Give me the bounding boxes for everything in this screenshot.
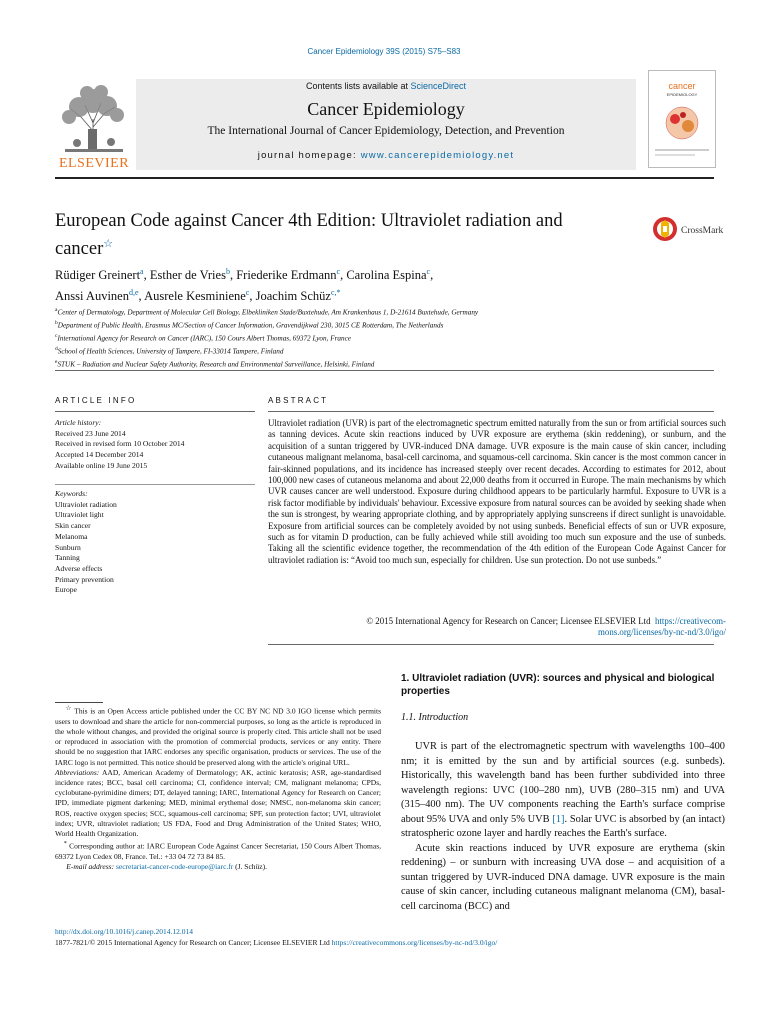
author-separator: , <box>229 268 237 283</box>
keyword-item: Melanoma <box>55 531 88 541</box>
email-label: E-mail address: <box>66 862 115 872</box>
affiliation-item <box>55 305 715 318</box>
history-revised: Received in revised form 10 October 2014 <box>55 439 185 449</box>
author-name[interactable]: Friederike Erdmann <box>236 268 337 283</box>
keyword-list <box>55 489 255 596</box>
subsection-heading: 1.1. Introduction <box>401 712 469 723</box>
keyword-item: Europe <box>55 585 77 595</box>
author-affiliation-mark[interactable]: d,e <box>128 288 139 298</box>
abstract-rule <box>268 411 714 412</box>
corresponding-text: Corresponding author at: IARC European Code Against Cancer Secretariat, 150 Cours Albert Thomas, 69372 Lyon Cedex 08, France. Tel.: +33 04 72 73 84 85. <box>55 841 382 861</box>
crossmark-icon <box>652 215 732 243</box>
keywords-label: Keywords: <box>55 489 88 498</box>
section-heading: 1. Ultraviolet radiation (UVR): sources and physical and biological properties <box>401 673 715 697</box>
author-name[interactable]: Carolina Espina <box>346 268 427 283</box>
affiliation-text: International Agency for Research on Cancer (IARC), 150 Cours Albert Thomas, 69372 Lyon, France <box>57 334 351 343</box>
footnote-star-mark: ☆ <box>65 705 72 712</box>
history-online: Available online 19 June 2015 <box>55 460 148 470</box>
journal-name: Cancer Epidemiology <box>307 99 465 119</box>
author-list <box>55 263 655 305</box>
affiliation-mark: e <box>55 358 58 365</box>
para1-text-a: UVR is part of the electromagnetic spectrum with wavelengths 100–400 nm; it is emitted by the sun and by artificial sources (e.g. sunbeds). Historically, this wavelength band has been further subdivided into three wavelength regions: UVC (100–280 nm), UVB (280–315 nm) and UVA (315–400 nm). The UV components reaching the Earth's surface comprise about 95% UVA and only 5% UVB <box>401 741 725 825</box>
abbreviations-footnote <box>55 768 381 839</box>
homepage-link[interactable]: www.cancerepidemiology.net <box>360 150 515 161</box>
abstract-bottom-rule <box>268 644 714 645</box>
affiliation-text: STUK – Radiation and Nuclear Safety Authority, Research and Environmental Surveillance, Helsinki, Finland <box>57 360 375 369</box>
corresponding-footnote <box>55 839 381 862</box>
email-link[interactable]: secretariat-cancer-code-europe@iarc.fr <box>115 862 234 872</box>
copyright-text: © 2015 International Agency for Research on Cancer; Licensee ELSEVIER Ltd <box>366 616 651 626</box>
cover-subtitle: EPIDEMIOLOGY <box>666 92 698 97</box>
affiliation-text: School of Health Sciences, University of Tampere, FI-33014 Tampere, Finland <box>57 347 284 356</box>
affiliation-item <box>55 357 715 370</box>
masthead <box>55 79 635 170</box>
body-text <box>401 740 725 914</box>
sciencedirect-link[interactable]: ScienceDirect <box>410 81 467 91</box>
author-affiliation-mark[interactable]: a <box>140 267 144 276</box>
license-link-part2[interactable]: mons.org/licenses/by-nc-nd/3.0/igo/ <box>597 627 726 638</box>
author-name[interactable]: Esther de Vries <box>149 268 226 283</box>
history-received: Received 23 June 2014 <box>55 428 126 438</box>
contents-line <box>136 81 636 91</box>
author-separator: , <box>430 268 434 283</box>
journal-band <box>136 79 636 170</box>
reference-link[interactable]: [1] <box>552 813 565 825</box>
journal-subtitle: The International Journal of Cancer Epidemiology, Detection, and Prevention <box>207 125 565 137</box>
affiliation-item <box>55 344 715 357</box>
affiliation-text: Department of Public Health, Erasmus MC/Section of Cancer Information, Gravendijkwal 230, 3015 CE Rotterdam, The Netherlands <box>57 321 444 330</box>
affiliation-mark: a <box>55 307 58 313</box>
author-separator: , <box>340 268 347 283</box>
page-footer <box>55 927 735 948</box>
email-suffix: (J. Schüz). <box>235 862 268 872</box>
keyword-item: Sunburn <box>55 542 81 552</box>
para1-text-b: . Solar UVC is absorbed by (an intact) stratospheric ozone layer and hardly reaches the Earth's surface. <box>401 813 725 839</box>
keyword-item: Ultraviolet light <box>55 510 104 520</box>
doi-link[interactable]: http://dx.doi.org/10.1016/j.canep.2014.12.014 <box>55 927 193 936</box>
article-title <box>55 210 635 261</box>
author-name[interactable]: Ausrele Kesminiene <box>144 289 246 304</box>
abstract-heading: ABSTRACT <box>268 396 329 405</box>
issn-line <box>55 938 735 949</box>
abbreviations-text: AAD, American Academy of Dermatology; AK, actinic keratosis; ASR, age-standardised incidence rates; BCC, basal cell carcinoma; CI, confidence interval; CM, malignant melanoma; CPDs, cyclobutane-pyrimidine dimers; DT, delayed tanning; IARC, International Agency for Research on Cancer; IPD, immediate pigment darkening; MED, minimal erythemal dose; NMSC, non-melanoma skin cancer; ROS, reactive oxygen species; SCC, squamous-cell carcinoma; SPF, sun protection factor; UVI, ultraviolet index; UVR, ultraviolet radiation; US FDA, Food and Drug Administration of the United States; WHO, World Health Organization. <box>55 767 381 838</box>
affiliation-mark: d <box>55 345 58 352</box>
footnotes <box>55 704 381 872</box>
elsevier-wordmark: ELSEVIER <box>58 156 130 170</box>
author-separator: , <box>138 289 145 304</box>
history-accepted: Accepted 14 December 2014 <box>55 450 144 460</box>
affiliation-mark: b <box>55 319 58 326</box>
author-affiliation-mark[interactable]: c,* <box>330 288 341 298</box>
corresponding-mark: * <box>63 840 67 848</box>
author-name[interactable]: Anssi Auvinen <box>55 289 129 304</box>
author-affiliation-mark[interactable]: b <box>225 267 230 276</box>
elsevier-logo[interactable] <box>55 79 133 170</box>
body-paragraph-1 <box>401 740 725 842</box>
title-footnote-mark[interactable]: ☆ <box>103 238 114 250</box>
body-paragraph-2: Acute skin reactions induced by UVR exposure are erythema (skin reddening) – or sunburn with increasing UVA dose – and acquisition of a suntan triggered by UVR-induced DNA damage. UVR exposure is the main cause of skin cancer, including cutaneous malignant melanoma (CM), basal-cell carcinoma (BCC) and <box>401 842 725 912</box>
license-link-part1[interactable]: https://creativecom- <box>655 616 726 626</box>
keyword-item: Tanning <box>55 553 80 563</box>
elsevier-tree-icon <box>55 79 133 170</box>
author-name[interactable]: Joachim Schüz <box>255 289 331 304</box>
article-history <box>55 418 255 472</box>
affiliation-divider <box>55 370 714 371</box>
article-info-heading: ARTICLE INFO <box>55 396 137 405</box>
author-affiliation-mark[interactable]: c <box>336 267 341 276</box>
keyword-item: Skin cancer <box>55 521 91 531</box>
journal-citation[interactable]: Cancer Epidemiology 39S (2015) S75–S83 <box>307 47 461 56</box>
keyword-item: Primary prevention <box>55 574 114 584</box>
abstract-text: Ultraviolet radiation (UVR) is part of the electromagnetic spectrum emitted naturally from the sun or from artificial sources such as tanning devices. Acute skin reactions induced by UVR exposure are erythema (skin reddening), or sunburn, and the acquisition of a suntan triggered by UVR-induced DNA damage. UVR exposure is the main cause of skin cancer, including cutaneous malignant melanoma, basal-cell carcinoma, and squamous-cell carcinoma. Skin cancer is the most common cancer in fair-skinned populations, and its incidence has increased steeply over recent decades. According to estimates for 2012, about 100,000 new cases of cutaneous melanoma and about 22,000 deaths from it occurred in Europe. The main mechanisms by which UVR causes cancer are well understood. Exposure during childhood appears to be particularly harmful. Exposure to UVR is a risk factor modifiable by individuals' behaviour. Excessive exposure from natural sources can be avoided by seeking shade when the sun is strongest, by wearing appropriate clothing, and by appropriately applying sunscreens if direct sunlight is unavoidable. Exposure from artificial sources can be completely avoided by not using sunbeds. Beneficial effects of sun or UVR exposure, such as for vitamin D production, can be fully achieved while still avoiding too much sun exposure and the use of sunbeds. Taking all the scientific evidence together, the recommendation of the 4th edition of the European Code Against Cancer for ultraviolet radiation is: “Avoid too much sun, especially for children. Use sun protection. Do not use sunbeds.” <box>268 418 726 565</box>
author-separator: , <box>249 289 256 304</box>
keyword-item: Adverse effects <box>55 563 103 573</box>
footer-license-link[interactable]: https://creativecommons.org/licenses/by-nc-nd/3.0/igo/ <box>331 937 498 947</box>
journal-cover-icon <box>649 71 715 167</box>
footnote-rule <box>55 702 103 703</box>
cover-title: cancer <box>668 81 696 91</box>
author-affiliation-mark[interactable]: c <box>426 267 431 276</box>
article-info-rule <box>55 411 255 412</box>
affiliation-item <box>55 331 715 344</box>
open-access-text: This is an Open Access article published under the CC BY NC ND 3.0 IGO license which permits users to download and share the article for non-commercial purposes, so long as the article is reproduced in the whole without changes, and provided the original source is properly cited. This article shall not be used or reproduced in association with the promotion of commercial products, services or any entity. There should be no suggestion that IARC endorses any specific organisation, products or services. The use of the IARC logo is not permitted. This notice should be preserved along with the article's original URL. <box>55 706 381 767</box>
email-footnote <box>55 862 381 872</box>
open-access-footnote <box>55 704 381 768</box>
keywords-rule <box>55 484 255 485</box>
affiliation-item <box>55 318 715 331</box>
keyword-item: Ultraviolet radiation <box>55 499 117 509</box>
title-line-1: European Code against Cancer 4th Edition: Ultraviolet radiation and <box>55 211 563 231</box>
title-line-2: cancer <box>55 239 104 260</box>
abstract-body <box>268 418 726 566</box>
abbreviations-label: Abbreviations: <box>55 767 100 777</box>
affiliation-text: Center of Dermatology, Department of Molecular Cell Biology, Elbekliniken Stade/Buxtehude, Am Krankenhaus 1, D-21614 Buxtehude, Germany <box>57 308 479 317</box>
issn-text: 1877-7821/© 2015 International Agency for Research on Cancer; Licensee ELSEVIER Ltd <box>55 937 332 947</box>
author-name[interactable]: Rüdiger Greinert <box>55 268 141 283</box>
history-label: Article history: <box>55 418 102 427</box>
journal-cover-thumbnail[interactable] <box>648 70 716 168</box>
header-divider <box>55 177 714 179</box>
crossmark-label: CrossMark <box>681 226 724 236</box>
abstract-copyright <box>268 616 726 639</box>
author-affiliation-mark[interactable]: c <box>245 288 250 298</box>
affiliation-mark: c <box>55 332 58 339</box>
author-separator: , <box>143 268 150 283</box>
crossmark-badge[interactable] <box>652 215 732 243</box>
contents-prefix: Contents lists available at <box>305 81 411 91</box>
homepage-label: journal homepage: <box>257 150 361 161</box>
journal-homepage <box>136 150 636 161</box>
affiliation-list <box>55 305 715 370</box>
